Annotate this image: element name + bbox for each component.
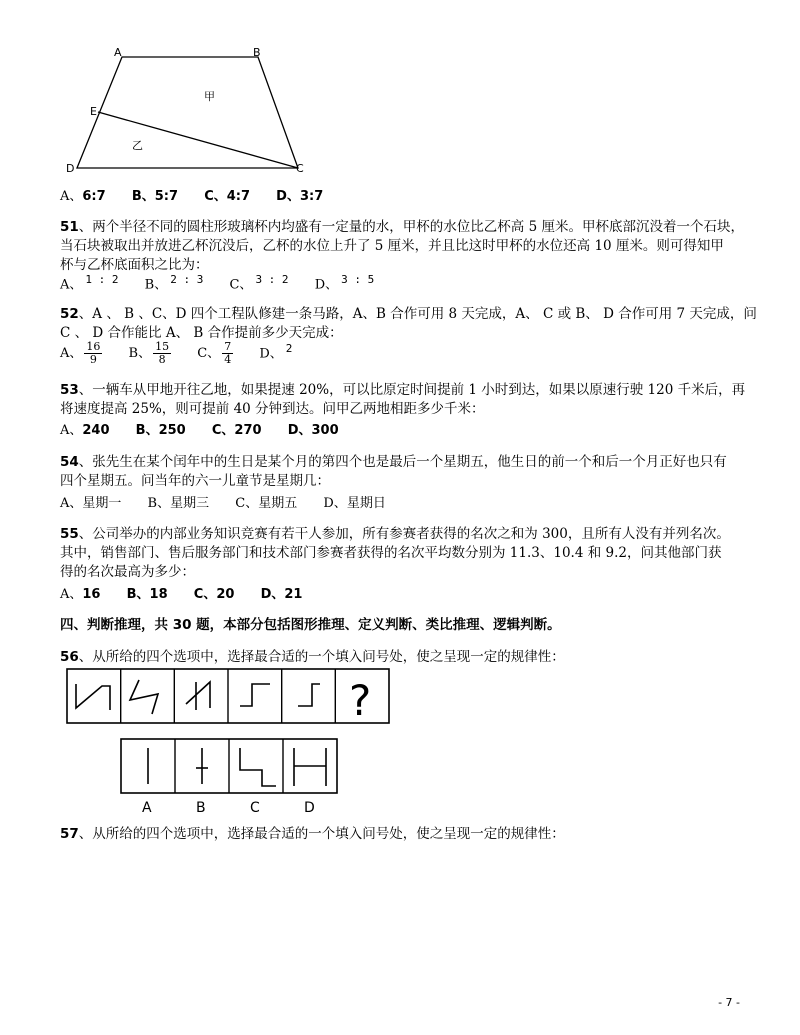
q55-option-a: A、16 — [60, 587, 101, 602]
vertex-label-e: E — [90, 105, 97, 118]
q56-option-label-c: C — [250, 800, 260, 816]
q55-options — [60, 583, 324, 602]
q57-number: 57 — [60, 826, 79, 842]
q56-option-label-b: B — [196, 800, 206, 816]
q55-option-b: B、18 — [126, 587, 168, 602]
q56-question-mark: ? — [349, 676, 372, 725]
q56-option-label-a: A — [142, 800, 152, 816]
page-number: - 7 - — [718, 996, 740, 1009]
q51-option-c: C、 $^{3 : 2}$ — [229, 273, 289, 293]
q51-option-b: B、 $^{2 : 3}$ — [144, 273, 204, 293]
q51-number: 51 — [60, 219, 79, 235]
q53-number: 53 — [60, 382, 79, 398]
q56-option-b-figure — [196, 748, 208, 784]
q55-number: 55 — [60, 526, 79, 542]
q53-option-b: B、250 — [135, 423, 186, 438]
q56-option-d-figure — [294, 748, 326, 786]
q52-option-d: D、 $^2$ — [259, 341, 293, 361]
q55-option-c: C、20 — [193, 587, 235, 602]
q50-option-b: B、5:7 — [131, 189, 179, 204]
vertex-label-d: D — [66, 162, 75, 175]
q50-option-c: C、4:7 — [204, 189, 251, 204]
q55-line-1: 55、公司举办的内部业务知识竞赛有若干人参加，所有参赛者获得的名次之和为 300，且所有人没有并列名次。 — [60, 526, 730, 542]
q51-line-2: 当石块被取出并放进乙杯沉没后，乙杯的水位上升了 5 厘米，并且比这时甲杯的水位还高 10 厘米。则可得知甲 — [60, 238, 724, 254]
q56-option-c-figure — [240, 748, 276, 786]
q51-line-1: 51、两个半径不同的圆柱形玻璃杯内均盛有一定量的水，甲杯的水位比乙杯高 5 厘米。甲杯底部沉没着一个石块， — [60, 219, 744, 235]
trapezoid-outline — [77, 57, 298, 168]
trapezoid-figure — [60, 45, 320, 180]
q56-line-1: 56、从所给的四个选项中，选择最合适的一个填入问号处，使之呈现一定的规律性： — [60, 649, 565, 665]
q57-line-1: 57、从所给的四个选项中，选择最合适的一个填入问号处，使之呈现一定的规律性： — [60, 826, 565, 842]
section-4-heading: 四、判断推理，共 30 题，本部分包括图形推理、定义判断、类比推理、逻辑判断。 — [60, 617, 561, 633]
q54-option-c: C、星期五 — [235, 496, 298, 511]
q52-option-b: B、 $\frac{15}{8}$ — [128, 340, 170, 366]
q55-option-d: D、21 — [260, 587, 303, 602]
vertex-label-b: B — [253, 46, 261, 59]
q50-option-d: D、3:7 — [276, 189, 324, 204]
q52-line-2: C 、 D 合作能比 A、 B 合作提前多少天完成： — [60, 325, 343, 341]
q52-option-c: C、 $\frac{7}{4}$ — [197, 340, 232, 366]
q54-option-a: A、星期一 — [60, 496, 122, 511]
q50-options — [60, 185, 345, 204]
q51-line-3: 杯与乙杯底面积之比为： — [60, 257, 209, 273]
q52-number: 52 — [60, 306, 79, 322]
q54-option-b: B、星期三 — [147, 496, 210, 511]
q53-option-d: D、300 — [287, 423, 339, 438]
q56-figure-3 — [186, 682, 210, 708]
q52-option-a: A、 $\frac{16}{9}$ — [60, 340, 101, 366]
q51-options — [60, 273, 396, 292]
q50-option-a: A、6:7 — [60, 189, 106, 204]
q56-figure-5 — [298, 684, 320, 706]
q51-option-d: D、 $^{3 : 5}$ — [314, 273, 375, 293]
q56-option-figures — [120, 738, 342, 798]
q56-figure-1 — [76, 684, 110, 710]
vertex-label-a: A — [114, 46, 122, 59]
q54-options — [60, 492, 408, 511]
q54-number: 54 — [60, 454, 79, 470]
q51-option-a: A、 $^{1 : 2}$ — [60, 273, 119, 293]
q55-line-3: 得的名次最高为多少： — [60, 564, 195, 580]
q55-line-2: 其中，销售部门、售后服务部门和技术部门参赛者获得的名次平均数分别为 11.3、10.4 和 9.2，问其他部门获 — [60, 545, 722, 561]
q56-figure-4 — [240, 684, 270, 706]
q53-options — [60, 419, 361, 438]
q56-question-figures — [66, 668, 394, 726]
region-label-jia: 甲 — [204, 90, 215, 103]
q54-line-2: 四个星期五。问当年的六一儿童节是星期几： — [60, 473, 330, 489]
region-label-yi: 乙 — [132, 139, 143, 152]
q54-option-d: D、星期日 — [323, 496, 386, 511]
q53-line-1: 53、一辆车从甲地开往乙地，如果提速 20%，可以比原定时间提前 1 小时到达，如果以原速行驶 120 千米后，再 — [60, 382, 746, 398]
q56-figure-2 — [130, 680, 158, 714]
q54-line-1: 54、张先生在某个闰年中的生日是某个月的第四个也是最后一个星期五，他生日的前一个和后一个月正好也只有 — [60, 454, 727, 470]
q56-option-label-d: D — [304, 800, 315, 816]
q53-line-2: 将速度提高 25%，则可提前 40 分钟到达。问甲乙两地相距多少千米： — [60, 401, 485, 417]
q53-option-c: C、270 — [211, 423, 262, 438]
q52-options — [60, 341, 314, 366]
q52-line-1: 52、A 、 B 、C、D 四个工程队修建一条马路，A、B 合作可用 8 天完成，A、 C 或 B、 D 合作可用 7 天完成，问 — [60, 306, 757, 322]
q53-option-a: A、240 — [60, 423, 110, 438]
segment-ec — [98, 112, 298, 168]
vertex-label-c: C — [296, 162, 304, 175]
q56-number: 56 — [60, 649, 79, 665]
